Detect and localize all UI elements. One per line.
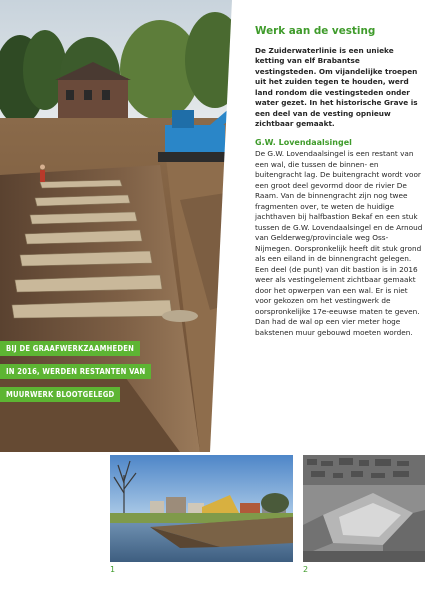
caption-line: IN 2016, WERDEN RESTANTEN VAN xyxy=(0,364,151,379)
caption-line: MUURWERK BLOOTGELEGD xyxy=(0,387,120,402)
article-title: Werk aan de vesting xyxy=(255,25,376,37)
section-heading: G.W. Lovendaalsingel xyxy=(255,137,352,147)
article-body: De G.W. Lovendaalsingel is een restant van een wal, die tussen de binnen- en buitengracht lag. De buitengracht wordt voor een groot deel gevormd door de rivier De Raam. Van de binnengracht zijn nog twee fragmenten over, te weten de huidige jachthaven bij halfbastion Bekaf en een stuk tussen de G.W. Lovendaalsingel en de Arnoud van Gelderweg/provinciale weg Oss-Nijmegen. Oorspronkelijk heeft dit stuk grond als een eiland in de binnengracht gelegen. Een deel (de punt) van dit bastion is in 2016 weer als vestingelement zichtbaar gemaakt door het opwerpen van een wal. Er is niet voor gekozen om het vestingwerk de oorspronkelijke 17e-eeuwse maten te geven. Dan had de wal op een vier meter hoge bakstenen muur gebouwd moeten worden. xyxy=(255,149,423,337)
photo-number-1: 1 xyxy=(110,565,116,574)
photo-number-2: 2 xyxy=(303,565,309,574)
rampart-photo xyxy=(110,455,293,562)
article-lead: De Zuiderwaterlinie is een unieke ketting van elf Brabantse vestingsteden. Om vijandelijke troepen uit het zuiden tegen te houden, werd land rondom die vestingsteden onder water gezet. In het historische Grave is een deel van de vesting opnieuw zichtbaar gemaakt. xyxy=(255,45,418,128)
caption-line: BIJ DE GRAAFWERKZAAMHEDEN xyxy=(0,341,140,356)
historic-aerial-photo xyxy=(303,455,425,562)
article-column xyxy=(255,26,423,338)
photo-caption xyxy=(0,336,150,405)
